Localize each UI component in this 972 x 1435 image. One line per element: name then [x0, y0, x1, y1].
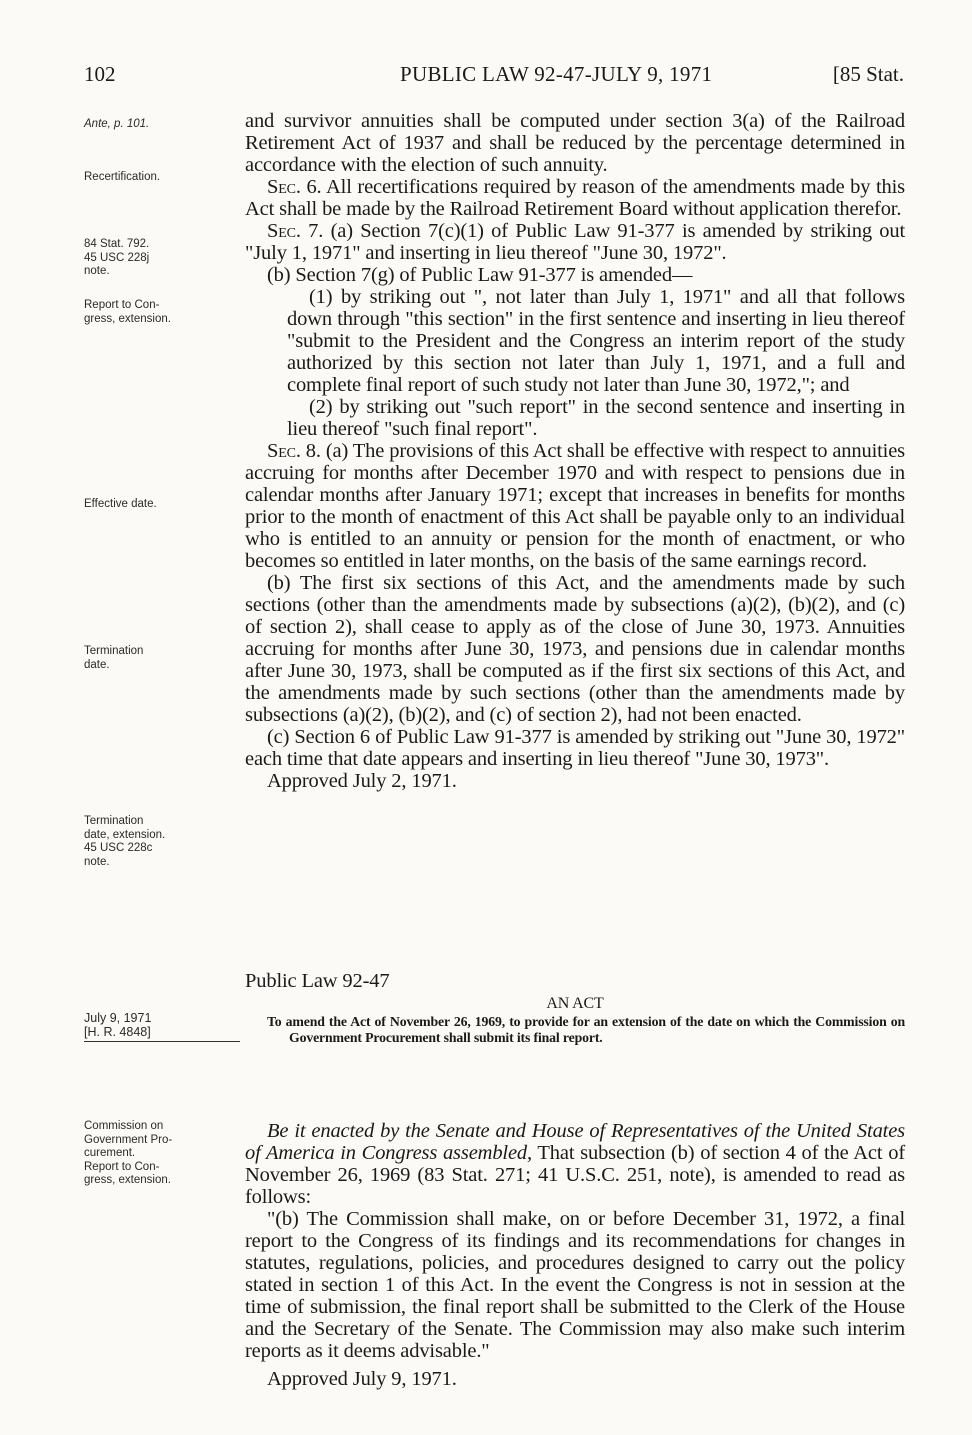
enacting-formula: Be it enacted by the Senate and House of Representatives of the United States of America in Congress assembled,	[245, 1120, 905, 1164]
margin-note-termination-extension: Termination date, extension. 45 USC 228c note.	[84, 815, 166, 868]
running-title: PUBLIC LAW 92-47-JULY 9, 1971	[400, 62, 713, 86]
body-text	[245, 110, 905, 792]
margin-note-bill-date: July 9, 1971 [H. R. 4848]	[84, 1011, 152, 1039]
section-8c: (c) Section 6 of Public Law 91-377 is amended by striking out "June 30, 1972" each time that date appears and inserting in lieu thereof "June 30, 1973".	[245, 726, 905, 770]
margin-note-commission: Commission on Government Pro- curement. Report to Con- gress, extension.	[84, 1120, 173, 1187]
paragraph-continuation: and survivor annuities shall be computed under section 3(a) of the Railroad Retirement Act of 1937 and shall be reduced by the percentage determined in accordance with the election of such annuity.	[245, 110, 905, 176]
margin-note-recertification: Recertification.	[84, 171, 161, 183]
section-label: Sec. 8.	[267, 440, 321, 462]
section-6	[245, 176, 905, 220]
statute-volume: [85 Stat.	[832, 62, 904, 86]
section-7b-item-2: (2) by striking out "such report" in the second sentence and inserting in lieu thereof "such final report".	[287, 396, 905, 440]
margin-rule	[84, 1041, 240, 1042]
section-text: (a) The provisions of this Act shall be effective with respect to annuities accruing for months after December 1970 and with respect to pensions due in calendar months after January 1971; except that increases in benefits for months prior to the month of enactment of this Act shall be payable only to an individual who is entitled to an annuity or pension for the month of enactment, or who becomes so entitled in later months, on the basis of the same earnings record.	[245, 440, 905, 572]
margin-note-effective-date: Effective date.	[84, 498, 157, 510]
enacting-clause	[245, 1120, 905, 1208]
section-7a	[245, 220, 905, 264]
margin-note-report: Report to Con- gress, extension.	[84, 299, 171, 325]
section-8b: (b) The first six sections of this Act, and the amendments made by such sections (other than the amendments made by subsections (a)(2), (b)(2), and (c) of section 2), shall cease to apply as of the close of June 30, 1973. Annuities accruing for months after June 30, 1973, and pensions due in calendar months after June 30, 1973, shall be computed as if the first six sections of this Act, and the amendments made by such sections (other than the amendments made by subsections (a)(2), (b)(2), and (c) of section 2), had not been enacted.	[245, 572, 905, 726]
an-act: AN ACT	[546, 995, 604, 1012]
section-8a	[245, 440, 905, 572]
approval-date-1: Approved July 2, 1971.	[267, 770, 457, 792]
amended-subsection-b: "(b) The Commission shall make, on or before December 31, 1972, a final report to the Congress of its findings and its recommendations for changes in statutes, regulations, policies, and procedures designed to carry out the policy stated in section 1 of this Act. In the event the Congress is not in session at the time of submission, the final report shall be submitted to the Clerk of the House and the Secretary of the Senate. The Commission may also make such interim reports as it deems advisable."	[245, 1208, 905, 1362]
page-number: 102	[84, 62, 116, 86]
approval-date-2: Approved July 9, 1971.	[267, 1368, 457, 1390]
section-label: Sec. 6.	[267, 176, 322, 198]
enacting-text: That subsection (b) of section 4 of the Act of November 26, 1969 (83 Stat. 271; 41 U.S.C. 251, note), is amended to read as follows:	[245, 1142, 905, 1208]
margin-note-termination: Termination date.	[84, 645, 144, 671]
law-title: Public Law 92-47	[245, 970, 390, 992]
margin-note-citation: 84 Stat. 792. 45 USC 228j note.	[84, 238, 150, 278]
page-header	[84, 62, 904, 90]
section-label: Sec. 7.	[267, 220, 324, 242]
section-7b-item-1: (1) by striking out ", not later than July 1, 1971" and all that follows down through "this section" in the first sentence and inserting in lieu thereof "submit to the President and the Congress an interim report of the study authorized by this section not later than July 1, 1971, and a full and complete final report of such study not later than June 30, 1972,"; and	[287, 286, 905, 396]
enacting-block	[245, 1120, 905, 1390]
margin-note-ante: Ante, p. 101.	[84, 118, 150, 130]
law-heading-block	[245, 970, 905, 1046]
section-text: (a) Section 7(c)(1) of Public Law 91-377 is amended by striking out "July 1, 1971" and inserting in lieu thereof "June 30, 1972".	[245, 220, 905, 264]
section-7b: (b) Section 7(g) of Public Law 91-377 is amended—	[267, 264, 693, 286]
section-text: All recertifications required by reason of the amendments made by this Act shall be made by the Railroad Retirement Board without application therefor.	[245, 176, 905, 220]
act-purpose: To amend the Act of November 26, 1969, to provide for an extension of the date on which the Commission on Government Procurement shall submit its final report.	[267, 1014, 905, 1045]
